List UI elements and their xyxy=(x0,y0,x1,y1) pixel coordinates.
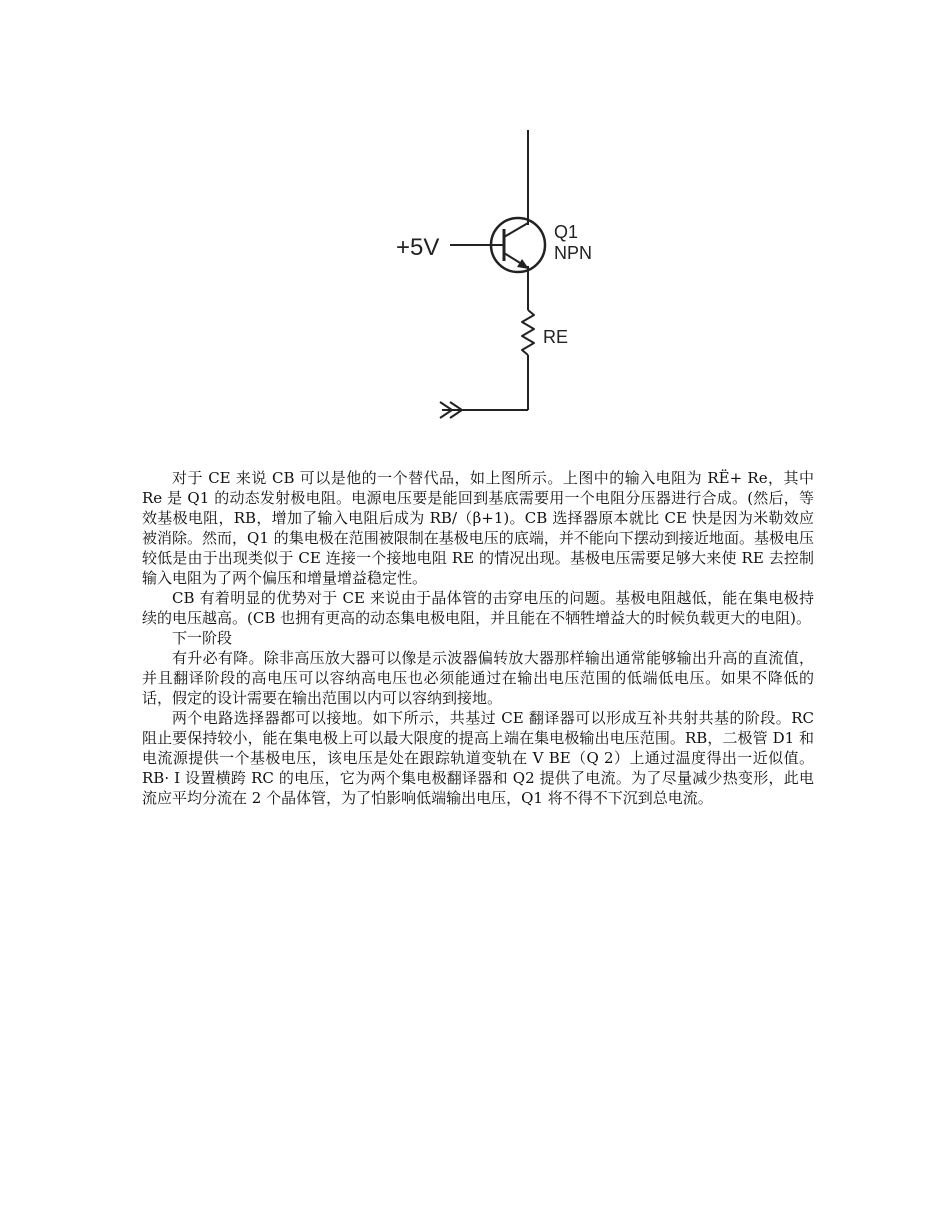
paragraph-4: 两个电路选择器都可以接地。如下所示，共基过 CE 翻译器可以形成互补共射共基的阶段。RC 阻止要保持较小，能在集电极上可以最大限度的提高上端在集电极输出电压范围。RB，二极管 D1 和电流源提供一个基极电压，该电压是处在跟踪轨道变轨在 V BE（Q 2）上通过温度得出一近似值。RB· I 设置横跨 RC 的电压，它为两个集电极翻译器和 Q2 提供了电流。为了尽量减少热变形，此电流应平均分流在 2 个晶体管，为了怕影响低端输出电压，Q1 将不得不下沉到总电流。 xyxy=(142,709,815,807)
resistor-re xyxy=(522,310,534,355)
circuit-svg xyxy=(380,125,620,425)
resistor-label: RE xyxy=(543,327,569,347)
section-heading-next-stage: 下一阶段 xyxy=(172,629,233,647)
transistor-name-label: Q1 xyxy=(554,222,579,242)
transistor-collector xyxy=(504,223,528,237)
article-body xyxy=(142,468,814,808)
circuit-diagram xyxy=(380,125,620,425)
input-voltage-label: +5V xyxy=(396,234,440,261)
paragraph-1: 对于 CE 来说 CB 可以是他的一个替代品，如上图所示。上图中的输入电阻为 RË+ Re，其中 Re 是 Q1 的动态发射极电阻。电源电压要是能回到基底需要用一个电阻分压器进行合成。(然后，等效基极电阻，RB，增加了输入电阻后成为 RB/（β+1)。CB 选择器原本就比 CE 快是因为米勒效应被消除。然而，Q1 的集电极在范围被限制在基极电压的底端，并不能向下摆动到接近地面。基极电压较低是由于出现类似于 CE 连接一个接地电阻 RE 的情况出现。基极电压需要足够大来使 RE 去控制输入电阻为了两个偏压和增量增益稳定性。 xyxy=(142,469,814,587)
paragraph-3: 有升必有降。除非高压放大器可以像是示波器偏转放大器那样输出通常能够输出升高的直流值，并且翻译阶段的高电压可以容纳高电压也必须能通过在输出电压范围的低端低电压。如果不降低的话，假定的设计需要在输出范围以内可以容纳到接地。 xyxy=(142,649,814,707)
transistor-type-label: NPN xyxy=(554,243,593,263)
paragraph-2: CB 有着明显的优势对于 CE 来说由于晶体管的击穿电压的问题。基极电阻越低，能在集电极持续的电压越高。(CB 也拥有更高的动态集电极电阻，并且能在不牺牲增益大的时候负载更大的电阻)。 xyxy=(142,589,814,627)
